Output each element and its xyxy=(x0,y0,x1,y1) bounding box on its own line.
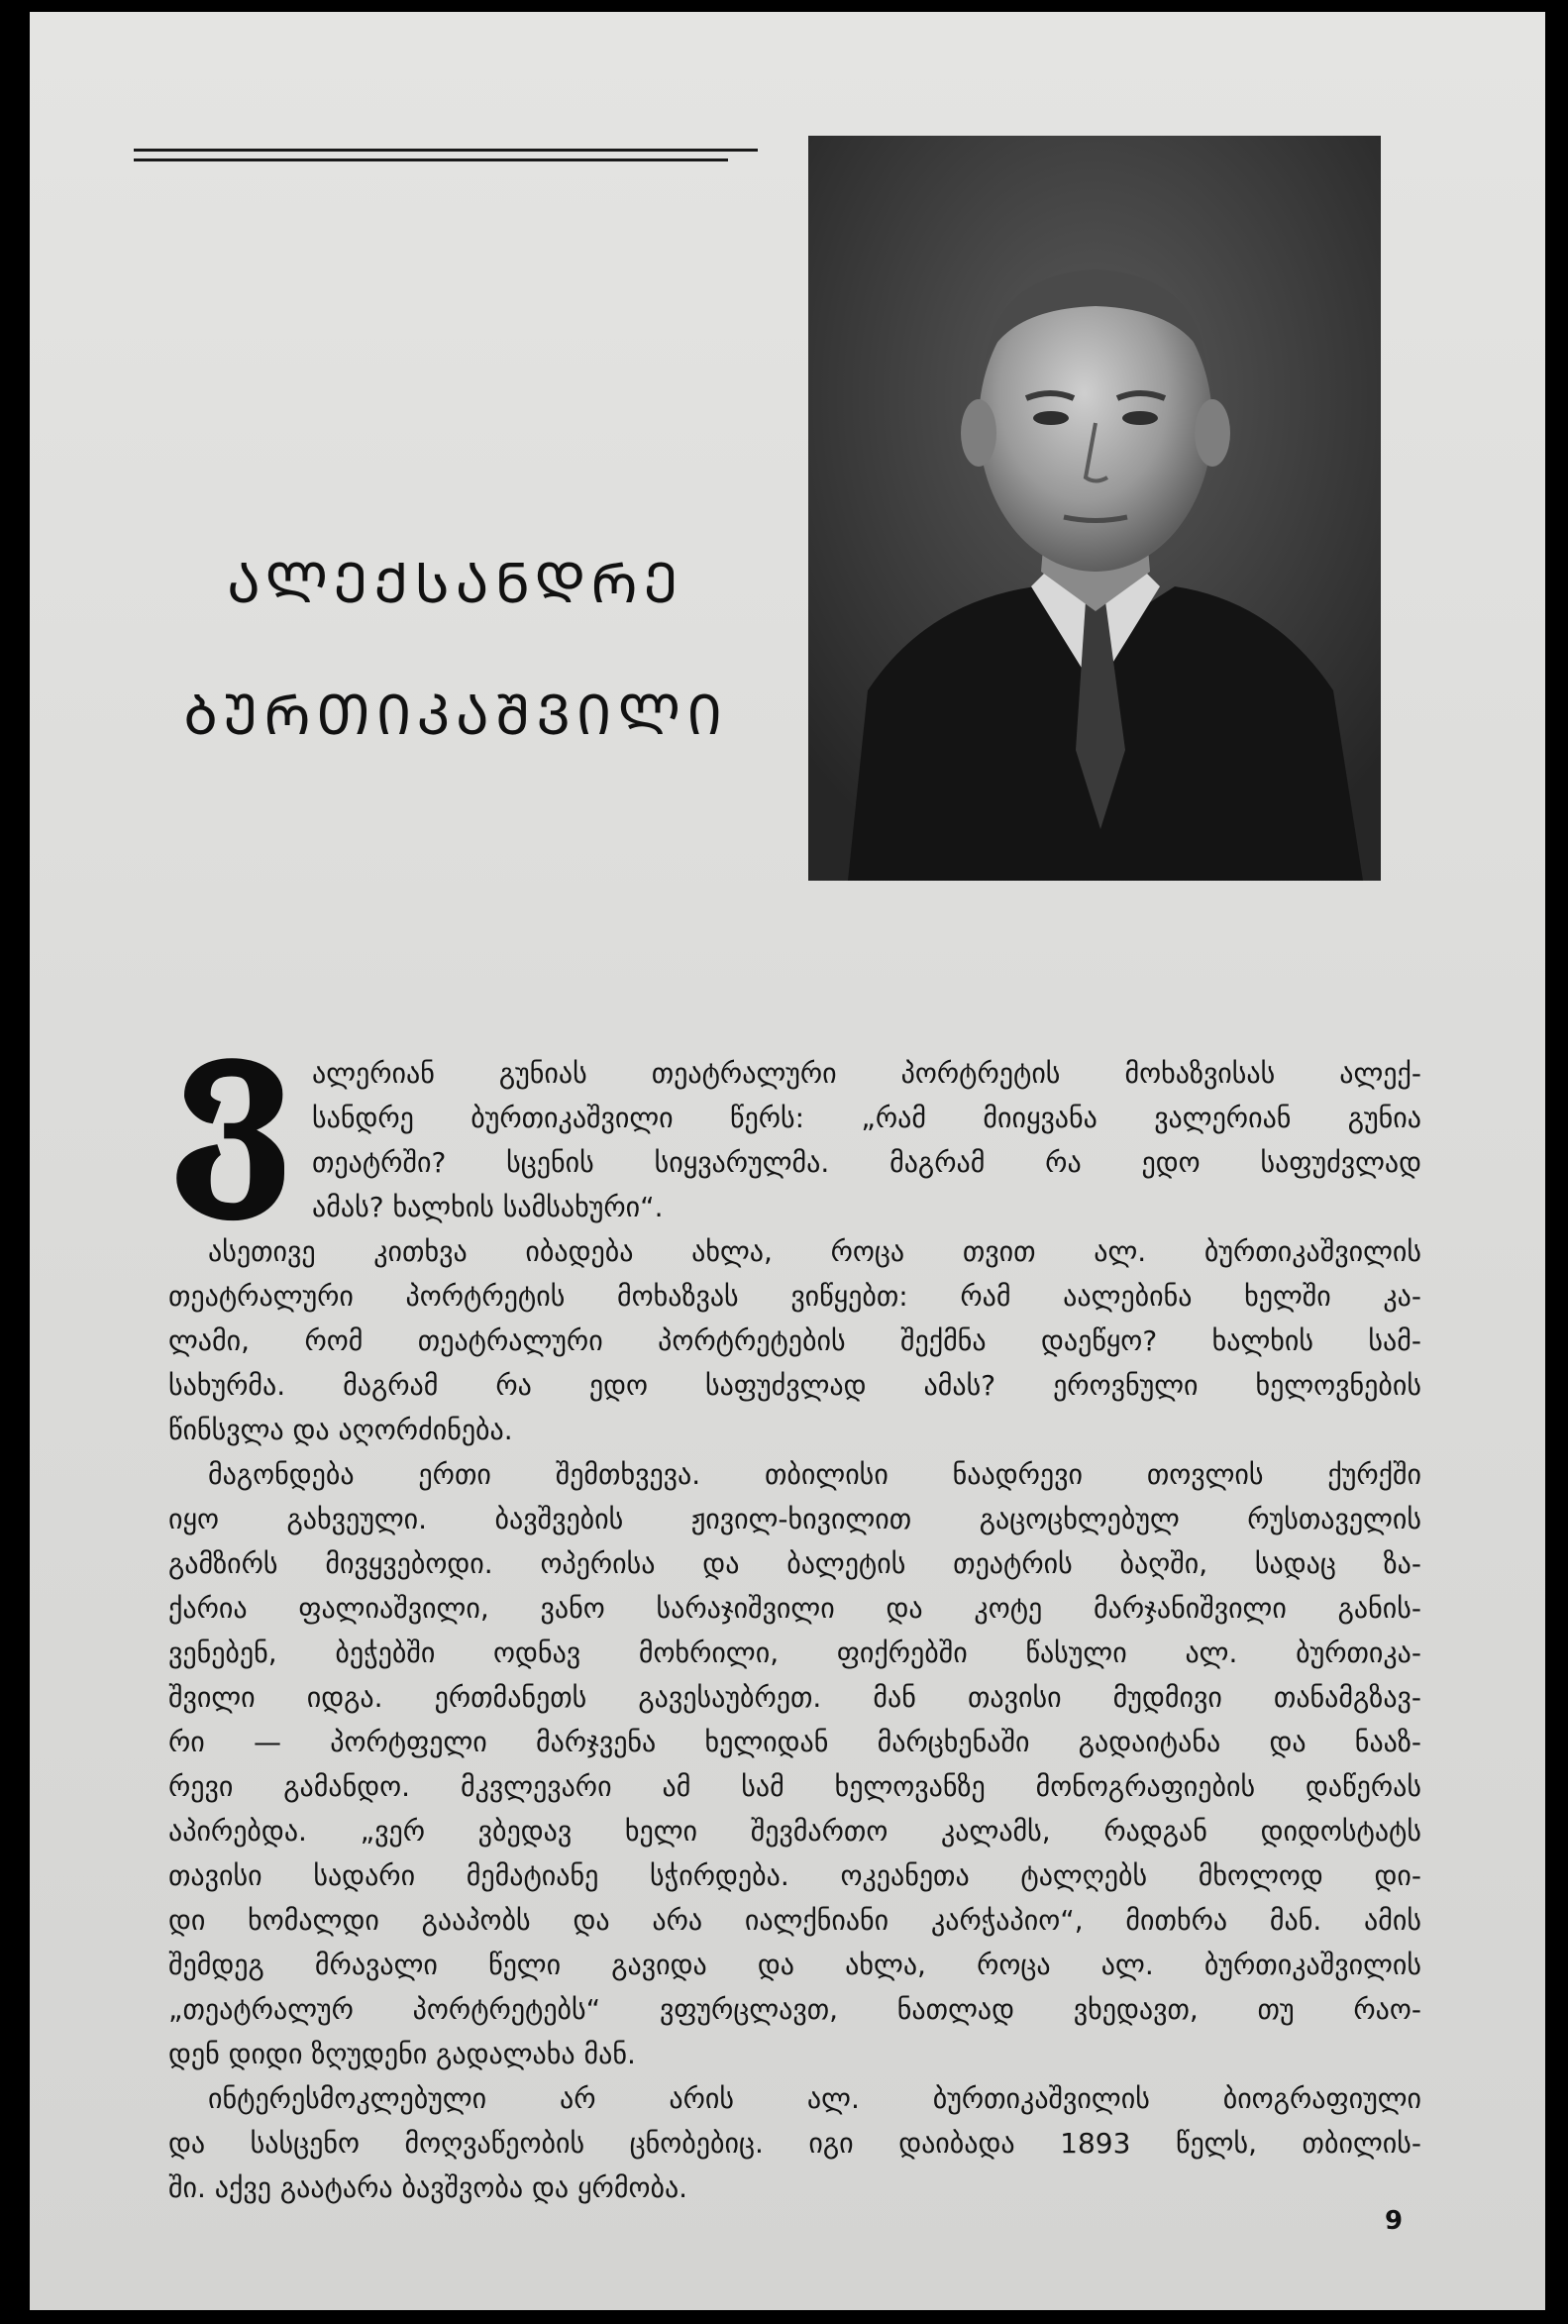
body-line-19: თავისი სადარი მემატიანე სჭირდება. ოკეანეთა ტალღებს მხოლოდ დი- xyxy=(168,1859,1421,1892)
body-line-1: ალერიან გუნიას თეატრალური პორტრეტის მოხაზვისას ალექ- xyxy=(312,1057,1421,1090)
body-line-3: თეატრში? სცენის სიყვარულმა. მაგრამ რა ედო საფუძვლად xyxy=(312,1146,1421,1179)
body-line-21: შემდეგ მრავალი წელი გავიდა და ახლა, როცა ალ. ბურთიკაშვილის xyxy=(168,1949,1421,1981)
body-line-6: თეატრალური პორტრეტის მოხაზვას ვიწყებთ: რამ აალებინა ხელში კა- xyxy=(168,1280,1421,1313)
document-page xyxy=(30,12,1545,2310)
body-line-10: მაგონდება ერთი შემთხვევა. თბილისი ნაადრევი თოვლის ქურქში xyxy=(208,1458,1421,1491)
body-line-18: აპირებდა. „ვერ ვბედავ ხელი შევმართო კალამს, რადგან დიდოსტატს xyxy=(168,1815,1421,1848)
body-line-16: რი — პორტფელი მარჯვენა ხელიდან მარცხენაში გადაიტანა და ნააზ- xyxy=(168,1726,1421,1758)
heading-last-name: ᲑᲣᲠᲗᲘᲙᲐᲨᲕᲘᲚᲘ xyxy=(182,684,729,748)
body-line-13: ქარია ფალიაშვილი, ვანო სარაჯიშვილი და კოტე მარჯანიშვილი განის- xyxy=(168,1592,1421,1625)
body-line-22: „თეატრალურ პორტრეტებს“ ვფურცლავთ, ნათლად ვხედავთ, თუ რაო- xyxy=(168,1993,1421,2026)
body-line-14: ვენებენ, ბეჭებში ოდნავ მოხრილი, ფიქრებში წასული ალ. ბურთიკა- xyxy=(168,1637,1421,1669)
body-line-5: ასეთივე კითხვა იბადება ახლა, როცა თვით ალ. ბურთიკაშვილის xyxy=(208,1235,1421,1268)
body-line-7: ლამი, რომ თეატრალური პორტრეტების შექმნა დაეწყო? ხალხის სამ- xyxy=(168,1324,1421,1357)
body-line-9: წინსვლა და აღორძინება. xyxy=(168,1414,513,1446)
body-line-11: იყო გახვეული. ბავშვების ჟივილ-ხივილით გაცოცხლებულ რუსთაველის xyxy=(168,1503,1421,1535)
body-line-20: დი ხომალდი გააპობს და არა იალქნიანი კარჭაპიო“, მითხრა მან. ამის xyxy=(168,1904,1421,1937)
header-rule-top xyxy=(134,149,758,152)
body-line-26: ში. აქვე გაატარა ბავშვობა და ყრმობა. xyxy=(168,2171,688,2204)
body-line-8: სახურმა. მაგრამ რა ედო საფუძვლად ამას? ეროვნული ხელოვნების xyxy=(168,1369,1421,1402)
page-number: 9 xyxy=(1385,2206,1404,2236)
body-line-15: შვილი იდგა. ერთმანეთს გავესაუბრეთ. მან თავისი მუდმივი თანამგზავ- xyxy=(168,1681,1421,1714)
body-line-24: ინტერესმოკლებული არ არის ალ. ბურთიკაშვილის ბიოგრაფიული xyxy=(208,2082,1421,2115)
body-line-25: და სასცენო მოღვაწეობის ცნობებიც. იგი დაიბადა 1893 წელს, თბილის- xyxy=(168,2127,1421,2160)
body-line-2: სანდრე ბურთიკაშვილი წერს: „რამ მიიყვანა ვალერიან გუნია xyxy=(312,1102,1421,1134)
portrait-illustration xyxy=(808,136,1381,881)
header-rule-bottom xyxy=(134,158,728,161)
drop-cap: ვ xyxy=(168,979,296,1223)
portrait-photo xyxy=(808,136,1381,881)
body-line-23: დენ დიდი ზღუდენი გადალახა მან. xyxy=(168,2038,636,2070)
body-line-4: ამას? ხალხის სამსახური“. xyxy=(312,1191,664,1223)
heading-first-name: ᲐᲚᲔᲥᲡᲐᲜᲓᲠᲔ xyxy=(227,552,684,616)
body-line-17: რევი გამანდო. მკვლევარი ამ სამ ხელოვანზე მონოგრაფიების დაწერას xyxy=(168,1770,1421,1803)
body-line-12: გამზირს მივყვებოდი. ოპერისა და ბალეტის თეატრის ბაღში, სადაც ზა- xyxy=(168,1547,1421,1580)
